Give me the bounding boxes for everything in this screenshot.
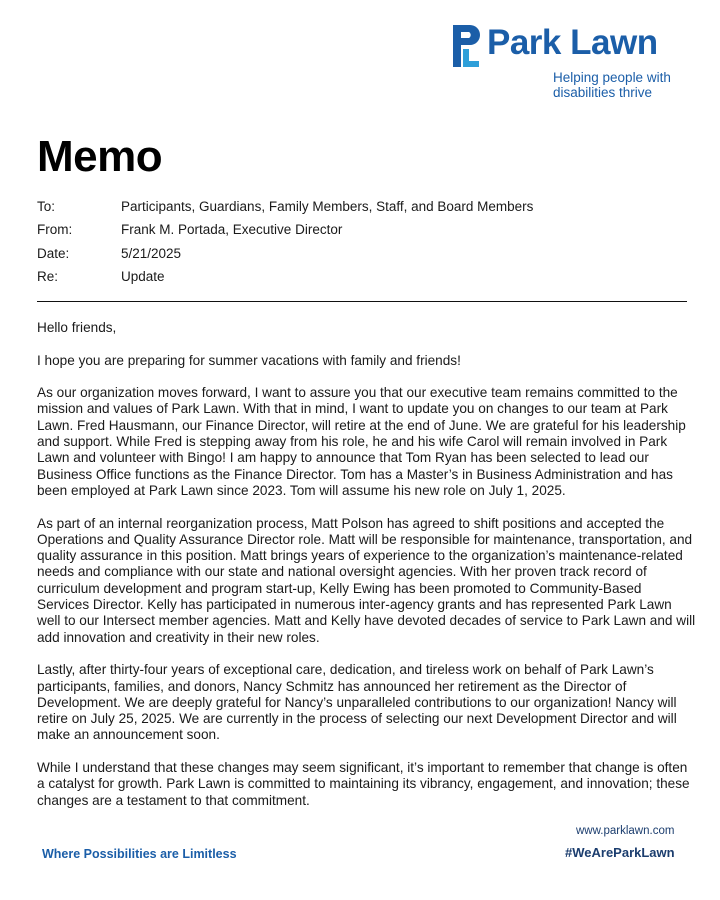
date-label: Date:	[37, 246, 70, 261]
paragraph-2: As our organization moves forward, I want to assure you that our executive team remains committed to the mission and values of Park Lawn. With that in mind, I want to update you on changes to our team at Park Lawn. Fred Hausmann, our Finance Director, will retire at the end of June. We are grateful for his leadership and support. While Fred is stepping away from his role, he and his wife Carol will remain involved in Park Lawn and volunteer with Bingo! I am happy to announce that Tom Ryan has been selected to lead our Business Office functions as the Finance Director. Tom has a Master’s in Business Administration and has been employed at Park Lawn since 2023. Tom will assume his new role on July 1, 2025.	[37, 385, 686, 498]
paragraph-3: As part of an internal reorganization process, Matt Polson has agreed to shift positions and accepted the Operations and Quality Assurance Director role. Matt will be responsible for maintenance, transportation, and quality assurance in this position. Matt brings years of experience to the organization’s maintenance-related needs and compliance with our state and national oversight agencies. With her proven track record of curriculum development and program start-up, Kelly Ewing has been promoted to Community-Based Services Director. Kelly has participated in numerous inter-agency grants and has represented Park Lawn well to our Intersect member agencies. Matt and Kelly have devoted decades of service to Park Lawn and will add innovation and creativity in their new roles.	[37, 515, 696, 645]
footer-hashtag: #WeAreParkLawn	[565, 845, 675, 860]
to-label: To:	[37, 199, 56, 214]
paragraph-1: I hope you are preparing for summer vacations with family and friends!	[37, 352, 461, 368]
paragraph-5: While I understand that these changes may seem significant, it’s important to remember that change is often a catalyst for growth. Park Lawn is committed to maintaining its vibrancy, engagement, and innovation; these changes are a testament to that commitment.	[37, 760, 690, 808]
logo-tagline	[553, 70, 671, 100]
park-lawn-logo	[453, 25, 683, 105]
memo-date-row	[37, 246, 181, 261]
logo-name: Park Lawn	[487, 23, 658, 62]
memo-to-row	[37, 199, 533, 214]
memo-body	[37, 320, 697, 825]
logo-tagline-line1: Helping people with	[553, 70, 671, 85]
header-divider	[37, 301, 687, 302]
park-lawn-pl-logo-icon	[453, 25, 481, 67]
date-value: 5/21/2025	[121, 246, 182, 261]
re-label: Re:	[37, 269, 59, 284]
from-value: Frank M. Portada, Executive Director	[121, 222, 343, 237]
re-value: Update	[121, 269, 165, 284]
logo-tagline-line2: disabilities thrive	[553, 85, 653, 100]
footer-tagline: Where Possibilities are Limitless	[42, 847, 237, 861]
paragraph-4: Lastly, after thirty-four years of exceptional care, dedication, and tireless work on behalf of Park Lawn’s participants, families, and donors, Nancy Schmitz has announced her retirement as the Director of Development. We are deeply grateful for Nancy’s unparalleled contributions to our organization! Nancy will retire on July 25, 2025. We are currently in the process of selecting our next Development Director and will make an announcement soon.	[37, 662, 677, 743]
greeting: Hello friends,	[37, 320, 117, 335]
from-label: From:	[37, 222, 73, 237]
to-value: Participants, Guardians, Family Members, Staff, and Board Members	[121, 199, 534, 214]
memo-re-row	[37, 269, 165, 284]
memo-from-row	[37, 222, 342, 237]
memo-title: Memo	[37, 132, 163, 181]
footer-website: www.parklawn.com	[576, 825, 675, 837]
